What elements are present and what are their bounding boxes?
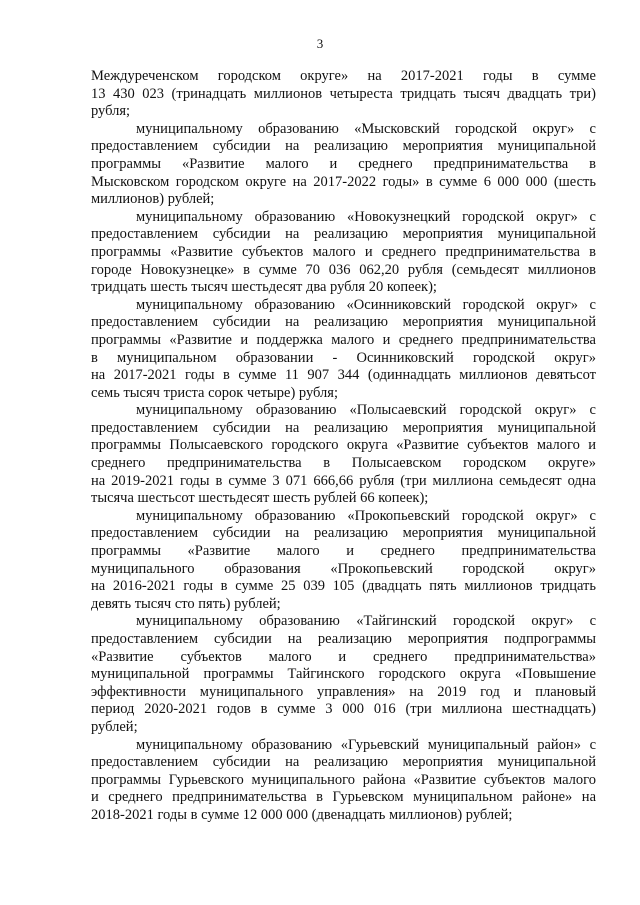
text-line: городе Новокузнецке» в сумме 70 036 062,20 рубля (семьдесят миллионов (91, 261, 596, 278)
paragraph-osinniki (91, 297, 596, 403)
text-line: предоставлением субсидии на реализацию мероприятия муниципальной (91, 138, 596, 155)
text-line: предоставлением субсидии на реализацию мероприятия муниципальной (91, 226, 596, 243)
text-line: девять тысяч сто пять) рублей; (91, 595, 281, 612)
text-line: 2018-2021 годы в сумме 12 000 000 (двенадцать миллионов) рублей; (91, 806, 513, 823)
page-number: 3 (316, 36, 324, 51)
text-line: предоставлением субсидии на реализацию мероприятия муниципальной (91, 314, 596, 331)
text-line: муниципальному образованию «Мысковский городской округ» с (136, 120, 596, 137)
text-line: программы Полысаевского городского округа «Развитие субъектов малого и (91, 437, 596, 454)
text-line: программы «Развитие малого и среднего предпринимательства (91, 543, 596, 560)
text-line: на 2019-2021 годы в сумме 3 071 666,66 рубля (три миллиона семьдесят одна (91, 472, 596, 489)
text-line: муниципальному образованию «Осинниковский городской округ» с (136, 296, 596, 313)
text-line: программы «Развитие малого и среднего предпринимательства в (91, 155, 596, 172)
text-line: и среднего предпринимательства в Гурьевском муниципальном районе» на (91, 789, 596, 806)
document-body (91, 68, 596, 825)
text-line: муниципального образования «Прокопьевский городской округ» (91, 560, 596, 577)
text-line: тридцать шесть тысяч шестьдесят два рубля 20 копеек); (91, 279, 437, 296)
text-line: в муниципальном образовании - Осинниковский городской округ» (91, 349, 596, 366)
text-line: миллионов) рублей; (91, 191, 215, 208)
text-line: семь тысяч триста сорок четыре) рубля; (91, 384, 338, 401)
paragraph-polysaevo (91, 402, 596, 508)
text-line: предоставлением субсидии на реализацию мероприятия муниципальной (91, 419, 596, 436)
text-line: муниципальной программы Тайгинского городского округа «Повышение (91, 666, 596, 683)
text-line: муниципальному образованию «Прокопьевский городской округ» с (136, 507, 596, 524)
text-line: предоставлением субсидии на реализацию мероприятия муниципальной (91, 754, 596, 771)
paragraph-tayga (91, 613, 596, 736)
paragraph-prokopyevsk (91, 508, 596, 614)
text-line: рубля; (91, 103, 131, 120)
paragraph-myski (91, 121, 596, 209)
text-line: Мысковском городском округе на 2017-2022 годы» в сумме 6 000 000 (шесть (91, 173, 596, 190)
text-line: муниципальному образованию «Полысаевский городской округ» с (136, 402, 596, 419)
text-line: муниципальному образованию «Тайгинский городской округ» с (136, 613, 596, 630)
paragraph-novokuznetsk (91, 209, 596, 297)
text-line: «Развитие субъектов малого и среднего предпринимательства» (91, 648, 596, 665)
text-line: программы «Развитие и поддержка малого и среднего предпринимательства (91, 331, 596, 348)
text-line: на 2017-2021 годы в сумме 11 907 344 (одиннадцать миллионов девятьсот (91, 367, 596, 384)
paragraph-mezhdurechensk-continuation (91, 68, 596, 121)
text-line: тысяча шестьсот шестьдесят шесть рублей 66 копеек); (91, 490, 429, 507)
text-line: на 2016-2021 годы в сумме 25 039 105 (двадцать пять миллионов тридцать (91, 578, 596, 595)
text-line: 13 430 023 (тринадцать миллионов четыреста тридцать тысяч двадцать три) (91, 85, 596, 102)
text-line: Междуреченском городском округе» на 2017-2021 годы в сумме (91, 68, 596, 84)
text-line: эффективности муниципального управления» на 2019 год и плановый (91, 683, 596, 700)
text-line: период 2020-2021 годов в сумме 3 000 016 (три миллиона шестнадцать) (91, 701, 596, 718)
text-line: программы Гурьевского муниципального района «Развитие субъектов малого (91, 771, 596, 788)
text-line: среднего предпринимательства в Полысаевском городском округе» (91, 455, 596, 472)
text-line: муниципальному образованию «Новокузнецкий городской округ» с (136, 208, 596, 225)
text-line: рублей; (91, 718, 138, 735)
text-line: предоставлением субсидии на реализацию мероприятия подпрограммы (91, 631, 596, 647)
text-line: программы «Развитие субъектов малого и среднего предпринимательства в (91, 243, 596, 260)
text-line: предоставлением субсидии на реализацию мероприятия муниципальной (91, 525, 596, 542)
paragraph-guryevsk (91, 737, 596, 825)
text-line: муниципальному образованию «Гурьевский муниципальный район» с (136, 736, 596, 753)
